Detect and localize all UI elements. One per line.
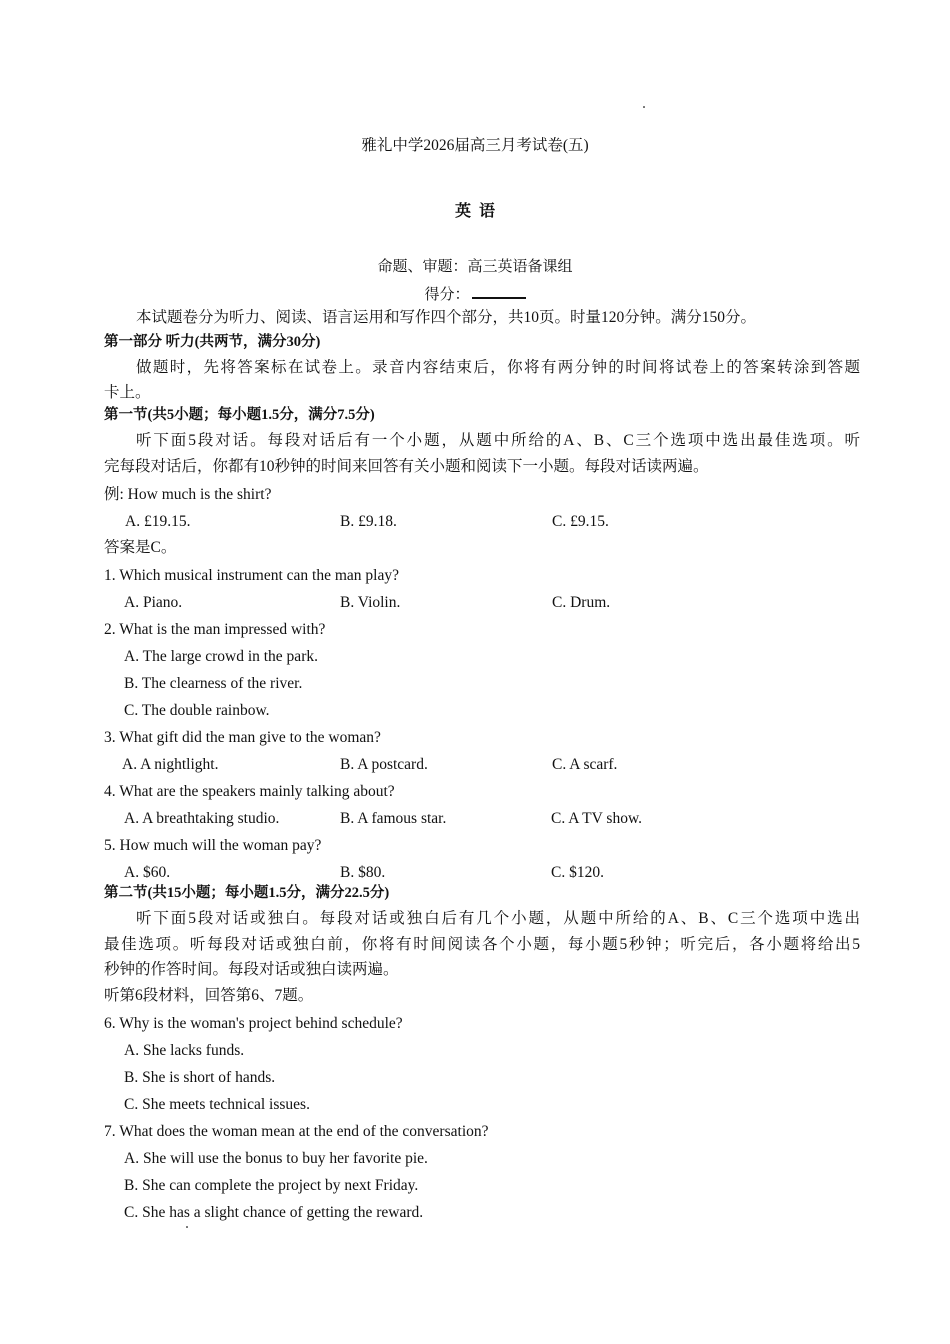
q1-option-c: C. Drum.: [552, 594, 611, 611]
question-5: 5. How much will the woman pay?: [104, 837, 322, 854]
q2-option-c: C. The double rainbow.: [124, 702, 270, 719]
section2-heading: 第二节(共15小题；每小题1.5分，满分22.5分): [104, 885, 390, 901]
intro-text: 本试题卷分为听力、阅读、语言运用和写作四个部分，共10页。时量120分钟。满分150分。: [136, 309, 757, 326]
score-blank[interactable]: [472, 283, 526, 299]
speck-mark-bottom: [186, 1226, 188, 1228]
question-7: 7. What does the woman mean at the end of the conversation?: [104, 1123, 489, 1140]
exam-title: 雅礼中学2026届高三月考试卷(五): [361, 137, 589, 154]
q2-option-b: B. The clearness of the river.: [124, 675, 303, 692]
question-1: 1. Which musical instrument can the man play?: [104, 567, 399, 584]
q1-option-b: B. Violin.: [340, 594, 401, 611]
q7-option-c: C. She has a slight chance of getting the reward.: [124, 1204, 424, 1221]
q4-option-a: A. A breathtaking studio.: [124, 810, 280, 827]
q6-option-c: C. She meets technical issues.: [124, 1096, 310, 1113]
part1-heading: 第一部分 听力(共两节，满分30分): [104, 334, 321, 350]
section2-instr-line3: 秒钟的作答时间。每段对话或独白读两遍。: [104, 961, 399, 978]
part1-instr-line1: 做题时，先将答案标在试卷上。录音内容结束后，你将有两分钟的时间将试卷上的答案转涂到答题: [136, 359, 860, 376]
section2-instr-line2: 最佳选项。听每段对话或独白前，你将有时间阅读各个小题，每小题5秒钟；听完后，各小题将给出5: [104, 936, 860, 953]
q1-option-a: A. Piano.: [124, 594, 183, 611]
q5-option-b: B. $80.: [340, 864, 386, 881]
q5-option-c: C. $120.: [551, 864, 604, 881]
q7-option-b: B. She can complete the project by next Friday.: [124, 1177, 419, 1194]
section2-instr-line1: 听下面5段对话或独白。每段对话或独白后有几个小题，从题中所给的A、B、C三个选项中选出: [136, 910, 860, 927]
question-4: 4. What are the speakers mainly talking about?: [104, 783, 395, 800]
example-option-c: C. £9.15.: [552, 513, 609, 530]
question-2: 2. What is the man impressed with?: [104, 621, 326, 638]
q3-option-c: C. A scarf.: [552, 756, 618, 773]
speck-mark: [643, 106, 645, 108]
material-6-line: 听第6段材料，回答第6、7题。: [104, 987, 314, 1004]
part1-instr-line2: 卡上。: [104, 384, 151, 401]
section1-instr-line1: 听下面5段对话。每段对话后有一个小题，从题中所给的A、B、C三个选项中选出最佳选项。听: [136, 432, 860, 449]
q2-option-a: A. The large crowd in the park.: [124, 648, 318, 665]
q3-option-b: B. A postcard.: [340, 756, 428, 773]
example-option-a: A. £19.15.: [125, 513, 191, 530]
q4-option-c: C. A TV show.: [551, 810, 643, 827]
example-option-b: B. £9.18.: [340, 513, 397, 530]
example-answer: 答案是C。: [104, 539, 177, 556]
section1-instr-line2: 完每段对话后，你都有10秒钟的时间来回答有关小题和阅读下一小题。每段对话读两遍。: [104, 458, 709, 475]
q3-option-a: A. A nightlight.: [122, 756, 219, 773]
question-6: 6. Why is the woman's project behind schedule?: [104, 1015, 403, 1032]
authors-line: 命题、审题：高三英语备课组: [377, 259, 573, 275]
q4-option-b: B. A famous star.: [340, 810, 447, 827]
q6-option-b: B. She is short of hands.: [124, 1069, 276, 1086]
example-question: 例: How much is the shirt?: [104, 486, 272, 503]
question-3: 3. What gift did the man give to the woman?: [104, 729, 381, 746]
subject-title: 英 语: [454, 203, 495, 220]
score-line: [0, 283, 950, 304]
q5-option-a: A. $60.: [124, 864, 171, 881]
section1-heading: 第一节(共5小题；每小题1.5分，满分7.5分): [104, 407, 375, 423]
score-label: 得分：: [424, 287, 470, 303]
q6-option-a: A. She lacks funds.: [124, 1042, 245, 1059]
q7-option-a: A. She will use the bonus to buy her favorite pie.: [124, 1150, 428, 1167]
